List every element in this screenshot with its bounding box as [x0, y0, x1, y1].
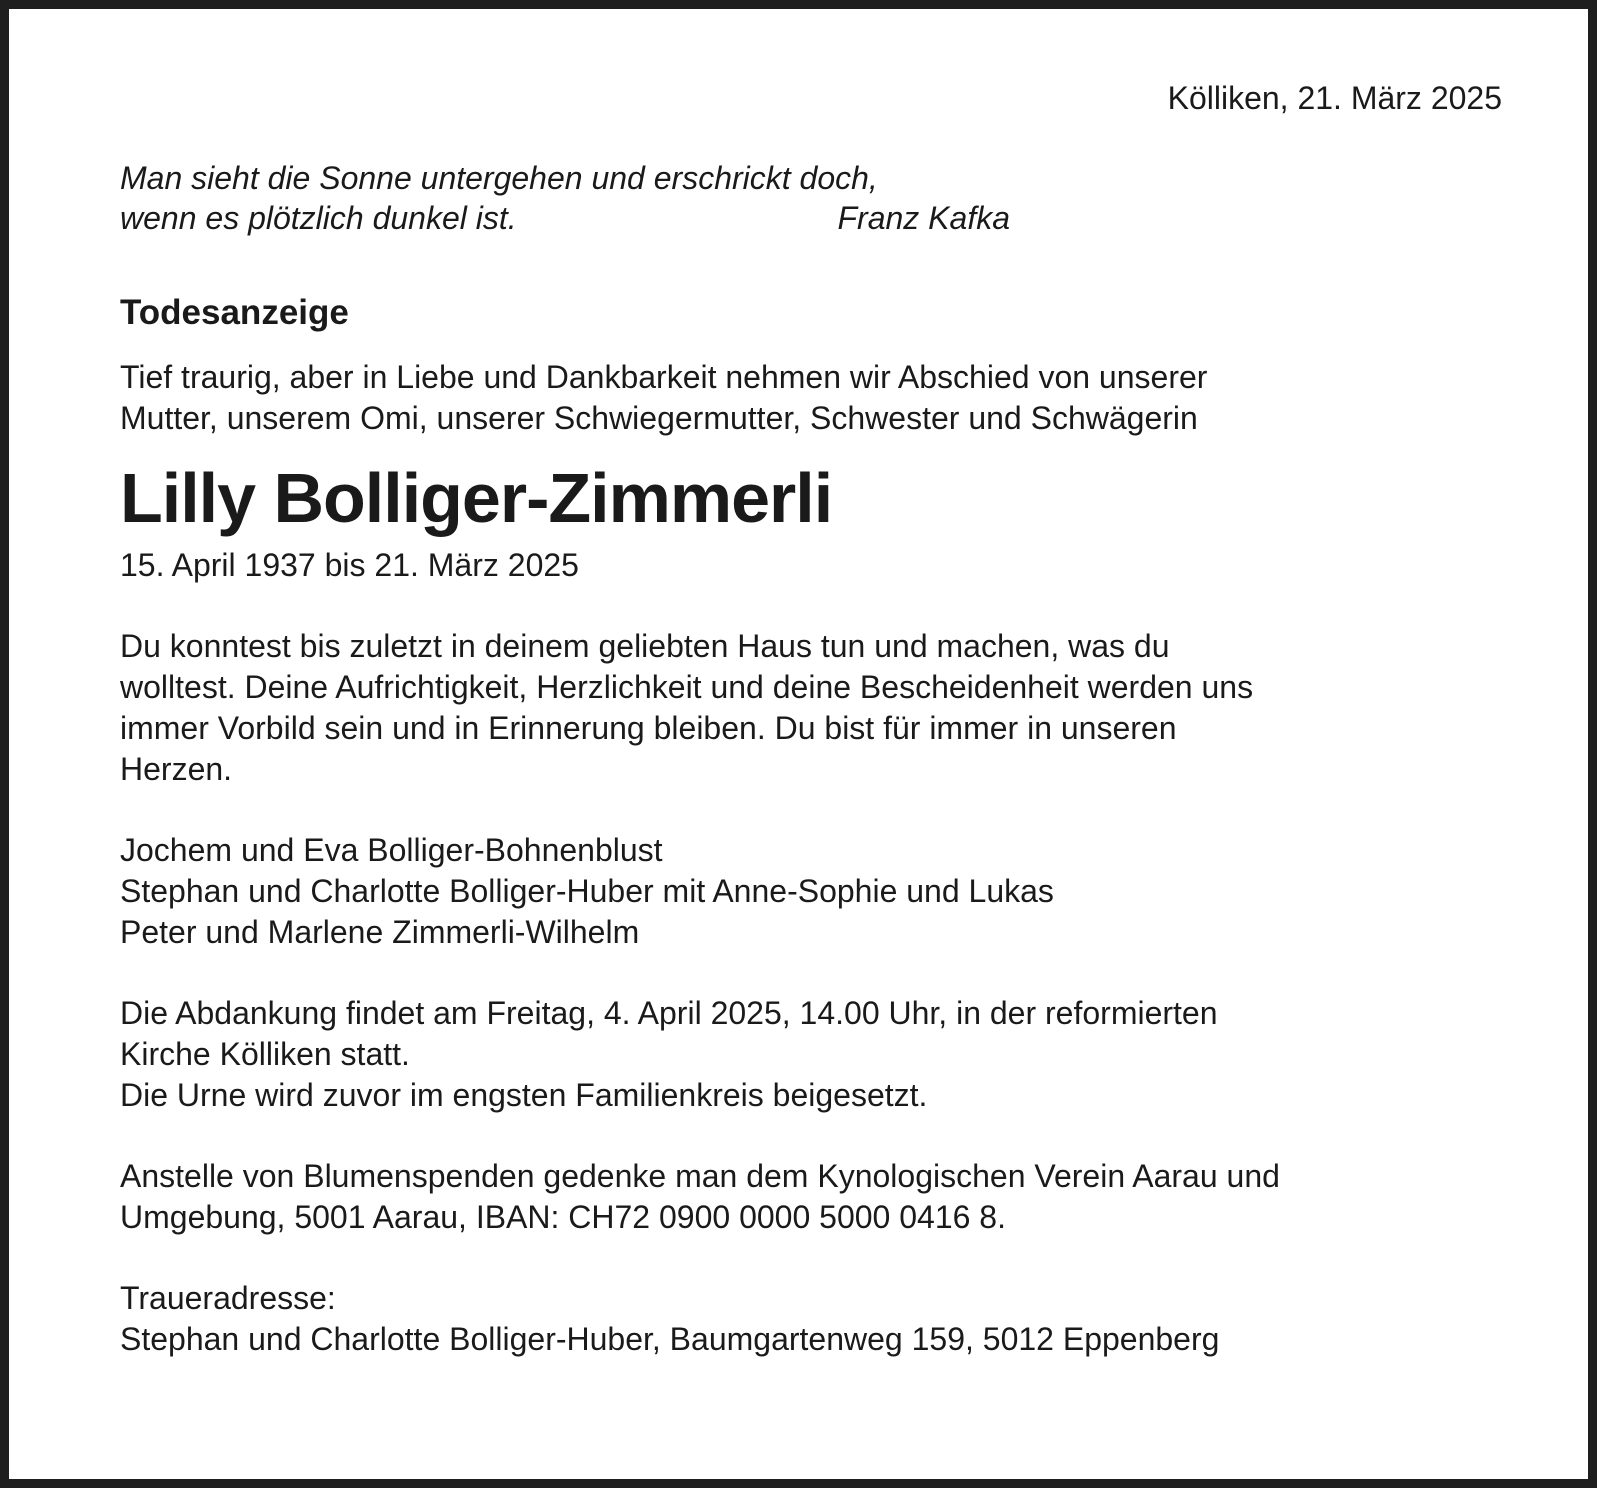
- service-line: Kirche Kölliken statt.: [120, 1036, 410, 1072]
- donation-paragraph: [120, 1156, 1520, 1238]
- address-line: Stephan und Charlotte Bolliger-Huber, Baumgartenweg 159, 5012 Eppenberg: [120, 1321, 1220, 1357]
- epigraph-quote: [120, 158, 1010, 238]
- tribute-line: Du konntest bis zuletzt in deinem geliebten Haus tun und machen, was du: [120, 628, 1170, 664]
- tribute-line: immer Vorbild sein und in Erinnerung bleiben. Du bist für immer in unseren: [120, 710, 1177, 746]
- tribute-paragraph: [120, 626, 1520, 790]
- life-dates: 15. April 1937 bis 21. März 2025: [120, 547, 579, 583]
- mourners-list: [120, 830, 1520, 953]
- quote-author: Franz Kafka: [837, 200, 1010, 236]
- service-paragraph: [120, 993, 1520, 1116]
- mourner-line: Peter und Marlene Zimmerli-Wilhelm: [120, 914, 640, 950]
- notice-body: [120, 158, 1520, 1360]
- service-line: Die Urne wird zuvor im engsten Familienkreis beigesetzt.: [120, 1077, 928, 1113]
- mourner-line: Jochem und Eva Bolliger-Bohnenblust: [120, 832, 663, 868]
- donation-line: Umgebung, 5001 Aarau, IBAN: CH72 0900 0000 5000 0416 8.: [120, 1199, 1006, 1235]
- tribute-line: wolltest. Deine Aufrichtigkeit, Herzlichkeit und deine Bescheidenheit werden uns: [120, 669, 1254, 705]
- deceased-name: Lilly Bolliger-Zimmerli: [120, 459, 833, 537]
- notice-heading: Todesanzeige: [120, 293, 349, 332]
- quote-line: wenn es plötzlich dunkel ist.: [120, 200, 517, 236]
- quote-line: Man sieht die Sonne untergehen und erschrickt doch,: [120, 160, 878, 196]
- tribute-line: Herzen.: [120, 751, 233, 787]
- service-line: Die Abdankung findet am Freitag, 4. April 2025, 14.00 Uhr, in der reformierten: [120, 995, 1218, 1031]
- intro-paragraph: [120, 357, 1520, 439]
- intro-line: Mutter, unserem Omi, unserer Schwiegermutter, Schwester und Schwägerin: [120, 400, 1198, 436]
- address-label: Traueradresse:: [120, 1280, 336, 1316]
- mourner-line: Stephan und Charlotte Bolliger-Huber mit Anne-Sophie und Lukas: [120, 873, 1054, 909]
- place-date: Kölliken, 21. März 2025: [1167, 80, 1502, 116]
- donation-line: Anstelle von Blumenspenden gedenke man dem Kynologischen Verein Aarau und: [120, 1158, 1280, 1194]
- quote-line-with-author: [120, 198, 1010, 238]
- mourning-address: [120, 1278, 1520, 1360]
- intro-line: Tief traurig, aber in Liebe und Dankbarkeit nehmen wir Abschied von unserer: [120, 359, 1208, 395]
